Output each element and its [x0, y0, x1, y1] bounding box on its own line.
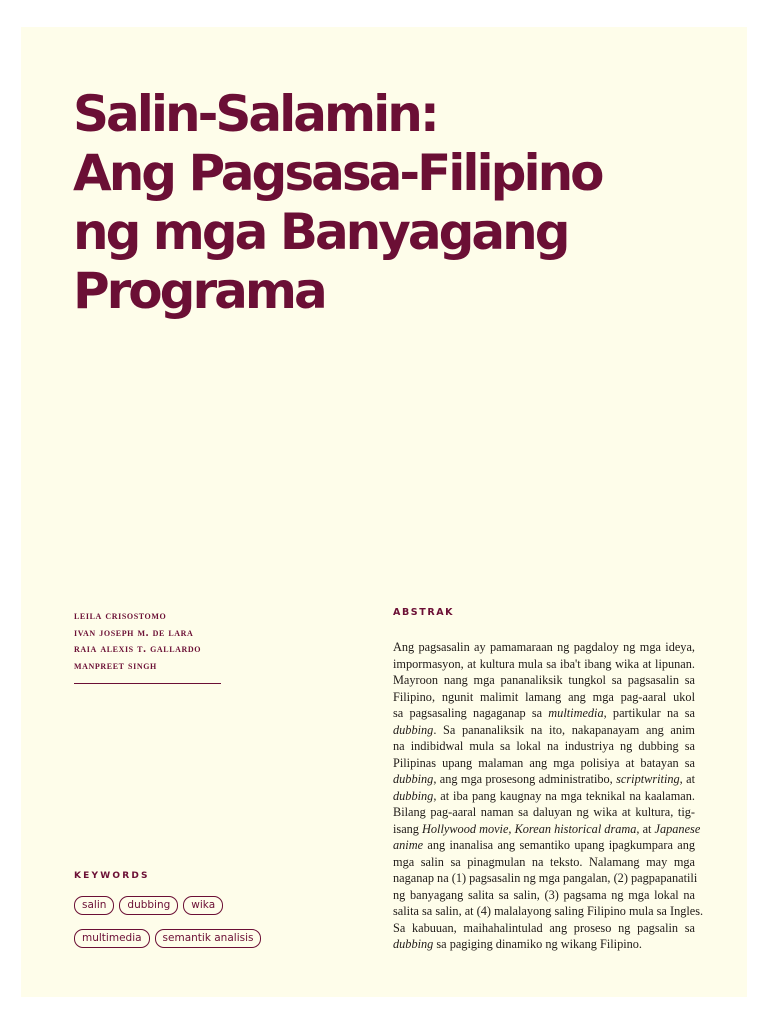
paper-title — [73, 85, 693, 321]
abstract-text: na indibidwal mula sa lokal na industriya ng dubbing sa — [393, 739, 695, 753]
abstract-text: ang inanalisa ang semantiko upang ipagkumpara ang — [423, 838, 695, 852]
abstract-line — [393, 870, 698, 887]
abstract-italic-text: dubbing — [393, 788, 434, 803]
paper-page — [21, 27, 747, 997]
abstract-line — [393, 887, 695, 904]
abstract-line — [393, 771, 695, 788]
abstract-text: Sa kabuuan, maihahalintulad ang proseso ng pagsalin sa — [393, 920, 695, 935]
keywords-row — [74, 929, 261, 948]
abstract-text: , at — [679, 772, 695, 786]
keywords-heading: KEYWORDS — [74, 871, 150, 881]
abstract-text: , ang mga prosesong administratibo, — [433, 772, 617, 786]
abstract-italic-text: Hollywood movie, Korean historical drama — [422, 821, 637, 836]
abstract-line — [393, 639, 695, 656]
abstract-line — [393, 936, 695, 953]
abstract-italic-text: Japanese — [654, 821, 701, 836]
abstract-line — [393, 854, 695, 871]
abstract-body — [393, 639, 704, 953]
abstract-italic-text: scriptwriting — [616, 772, 680, 786]
keyword-tag: semantik analisis — [155, 929, 262, 948]
title-line-1: Salin-Salamin: — [73, 85, 437, 143]
author-name: raia alexis t. gallardo — [74, 643, 202, 656]
abstract-line — [393, 903, 704, 920]
keyword-tag: dubbing — [119, 896, 178, 915]
keyword-tag: salin — [74, 896, 114, 915]
abstract-text: isang — [393, 821, 423, 836]
abstract-line — [393, 920, 695, 937]
abstract-text: Mayroon nang mga pananaliksik tungkol sa pagsasalin sa — [393, 673, 695, 687]
title-line-2: Ang Pagsasa-Filipino — [73, 144, 602, 202]
abstract-line — [393, 672, 695, 689]
abstract-line — [393, 689, 695, 706]
abstract-text: ng banyagang salita sa salin, (3) pagsama ng mga lokal na — [393, 887, 695, 902]
keyword-tag: multimedia — [74, 929, 150, 948]
abstract-text: naganap na (1) pagsasalin ng mga pangalan, (2) pagpapanatili — [393, 871, 698, 885]
abstract-text: impormasyon, at kultura mula sa iba't ibang wika at lipunan. — [393, 656, 695, 671]
abstract-text: Filipino, ngunit malimit lamang ang mga pag-aaral ukol — [393, 689, 695, 704]
abstract-text: sa pagsasaling nagaganap sa — [393, 706, 549, 720]
abstract-line — [393, 804, 695, 821]
abstract-text: , partikular na sa — [603, 706, 696, 720]
title-line-4: Programa — [73, 262, 325, 320]
abstract-text: mga salin sa pinagmulan na teksto. Nalamang may mga — [393, 854, 695, 869]
author-name: manpreet singh — [74, 660, 157, 673]
author-divider — [74, 683, 221, 684]
abstract-text: , at — [636, 821, 655, 836]
author-list — [74, 608, 224, 675]
abstract-heading: ABSTRAK — [393, 607, 455, 618]
abstract-italic-text: dubbing — [393, 937, 434, 951]
abstract-line — [393, 705, 695, 722]
abstract-line — [393, 722, 695, 739]
abstract-italic-text: dubbing — [393, 772, 434, 786]
author-name: leila crisostomo — [74, 610, 167, 622]
abstract-text: Bilang pag-aaral naman sa daluyan ng wika at kultura, tig- — [393, 805, 695, 819]
abstract-italic-text: dubbing — [393, 722, 434, 737]
abstract-italic-text: multimedia — [548, 706, 604, 720]
title-line-3: ng mga Banyagang — [73, 203, 568, 261]
abstract-line — [393, 788, 695, 805]
abstract-line — [393, 738, 695, 755]
abstract-line — [393, 656, 695, 673]
abstract-text: Ang pagsasalin ay pamamaraan ng pagdaloy ng mga ideya, — [393, 640, 695, 654]
abstract-text: Pilipinas upang malaman ang mga polisiya at batayan sa — [393, 755, 695, 770]
keywords-row — [74, 896, 223, 915]
abstract-line — [393, 755, 695, 772]
abstract-text: sa pagiging dinamiko ng wikang Filipino. — [433, 937, 643, 951]
abstract-text: . Sa pananaliksik na ito, nakapanayam ang anim — [433, 722, 695, 737]
keyword-tag: wika — [183, 896, 223, 915]
abstract-text: , at iba pang kaugnay na mga teknikal na kaalaman. — [433, 788, 695, 803]
abstract-italic-text: anime — [393, 838, 424, 852]
abstract-line — [393, 821, 701, 838]
abstract-text: salita sa salin, at (4) malalayong saling Filipino mula sa Ingles. — [393, 904, 704, 918]
abstract-line — [393, 837, 695, 854]
author-name: ivan joseph m. de lara — [74, 626, 194, 639]
